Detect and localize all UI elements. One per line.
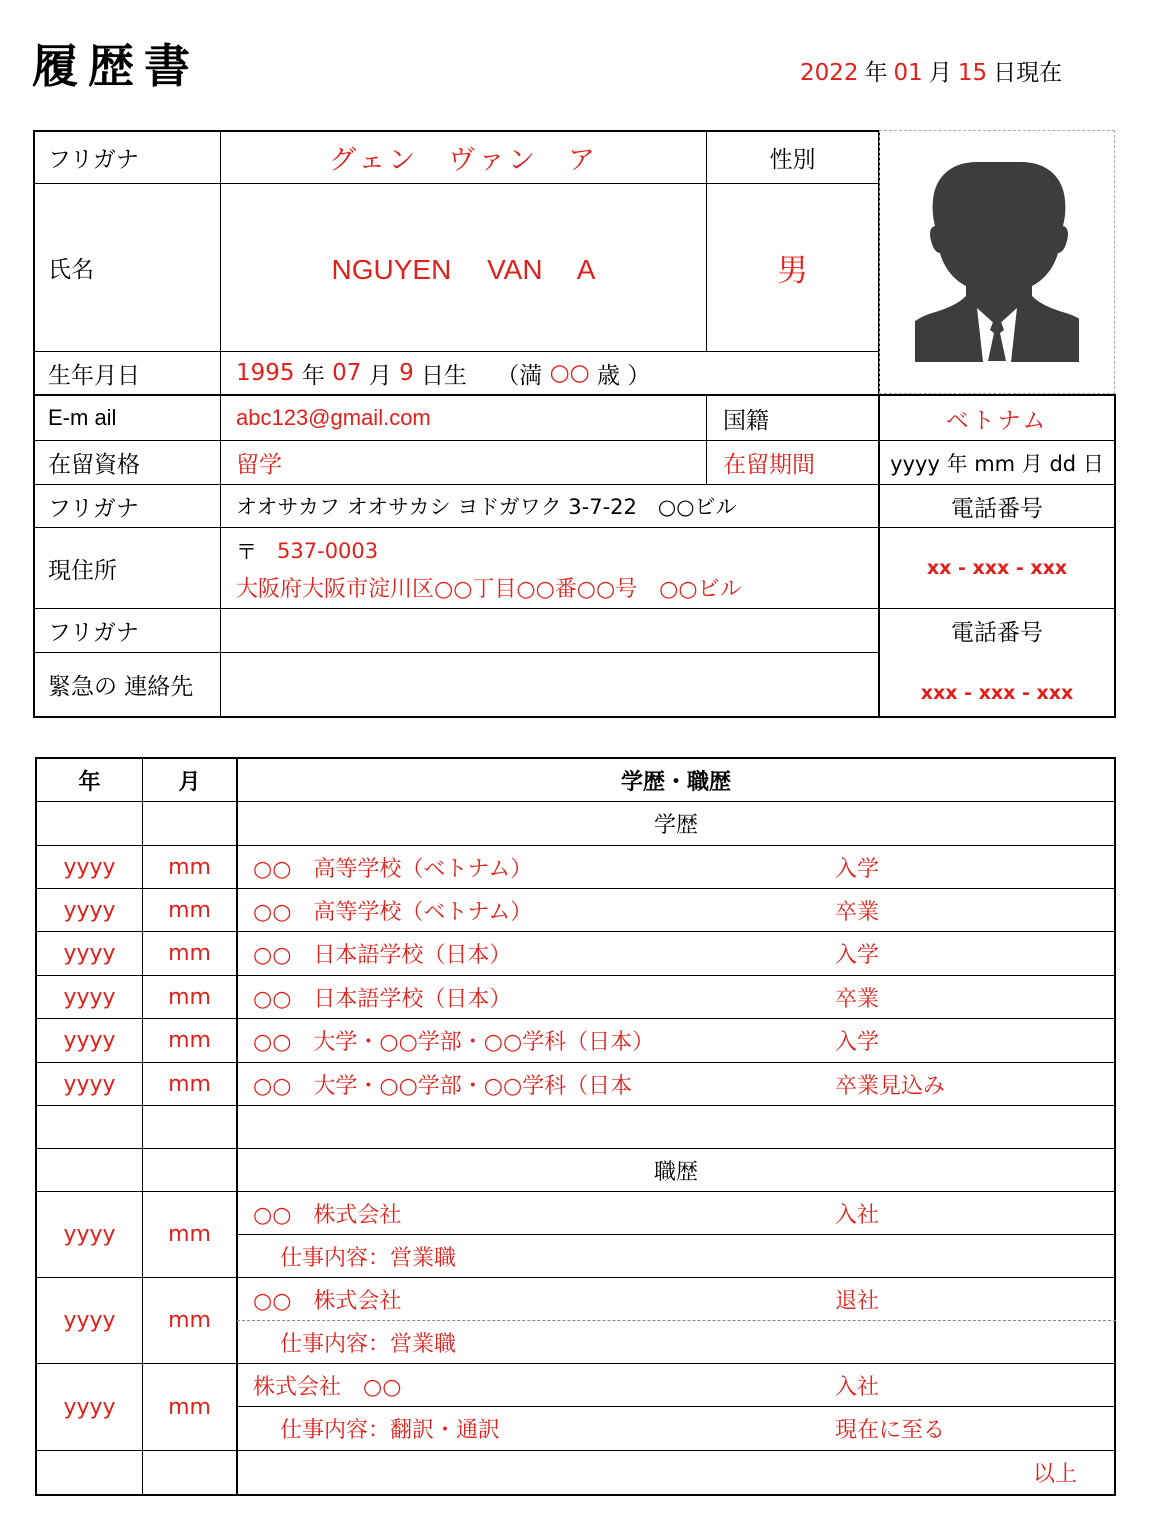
birth-day-suffix: 日生 — [421, 362, 468, 389]
address-value[interactable]: 大阪府大阪市淀川区○○丁目○○番○○号 ○○ビル — [236, 576, 742, 602]
work-company[interactable]: ○○ 株式会社 — [253, 1288, 402, 1314]
edu-month[interactable]: mm — [168, 854, 211, 880]
person-silhouette-icon — [915, 162, 1079, 362]
birth-year: 1995 — [236, 360, 295, 386]
postal-mark-icon: 〒 — [236, 540, 257, 564]
edu-status[interactable]: 入学 — [835, 856, 880, 882]
work-duty[interactable]: 仕事内容：営業職 — [280, 1245, 457, 1271]
edu-year[interactable]: yyyy — [63, 1071, 116, 1097]
postal-code: 537-0003 — [277, 539, 379, 563]
period-value[interactable]: yyyy 年 mm 月 dd 日 — [890, 451, 1104, 476]
edu-status[interactable]: 卒業見込み — [835, 1073, 946, 1099]
address-label: 現住所 — [48, 557, 117, 584]
gender-label: 性別 — [769, 147, 816, 173]
edu-month[interactable]: mm — [168, 1071, 211, 1097]
edu-detail[interactable]: ○○ 高等学校（ベトナム） — [253, 899, 533, 925]
date-suffix: 日現在 — [993, 60, 1063, 86]
col-detail: 学歴・職歴 — [620, 769, 731, 795]
gender-value[interactable]: 男 — [777, 253, 808, 289]
photo-frame[interactable] — [879, 130, 1115, 394]
email-label: E-m ail — [48, 405, 117, 430]
edu-year[interactable]: yyyy — [63, 1028, 116, 1053]
edu-detail[interactable]: ○○ 大学・○○学部・○○学科（日本 — [253, 1073, 633, 1099]
work-year[interactable]: yyyy — [63, 1308, 116, 1333]
date-day: 15 — [957, 60, 988, 86]
birth-value[interactable] — [236, 352, 650, 394]
work-heading: 職歴 — [653, 1159, 698, 1185]
date-month: 01 — [893, 60, 923, 86]
edu-status[interactable]: 入学 — [835, 1030, 880, 1055]
birth-year-unit: 年 — [301, 362, 325, 389]
edu-month[interactable]: mm — [168, 1028, 211, 1053]
edu-detail[interactable]: ○○ 大学・○○学部・○○学科（日本） — [253, 1030, 655, 1055]
edu-month[interactable]: mm — [168, 984, 211, 1010]
name-label: 氏名 — [48, 257, 94, 283]
status-label: 在留資格 — [48, 452, 140, 478]
emergency-furigana-label: フリガナ — [48, 620, 139, 646]
age-close: 歳 ） — [597, 362, 651, 389]
edu-month[interactable]: mm — [168, 941, 211, 966]
birth-day: 9 — [399, 360, 414, 386]
date-month-unit: 月 — [928, 60, 952, 86]
birth-label: 生年月日 — [48, 362, 140, 389]
nationality-value[interactable]: ベトナム — [945, 407, 1049, 434]
nationality-label: 国籍 — [723, 407, 769, 434]
birth-month-unit: 月 — [368, 362, 392, 389]
work-company[interactable]: ○○ 株式会社 — [253, 1202, 402, 1228]
address-furigana-label: フリガナ — [48, 495, 139, 522]
personal-info-table — [33, 130, 1116, 718]
edu-year[interactable]: yyyy — [63, 897, 116, 923]
edu-year[interactable]: yyyy — [63, 854, 116, 880]
work-status[interactable]: 入社 — [835, 1374, 880, 1400]
work-year[interactable]: yyyy — [63, 1222, 116, 1247]
work-month[interactable]: mm — [168, 1394, 211, 1420]
name-value[interactable]: NGUYEN VAN A — [331, 253, 596, 285]
work-month[interactable]: mm — [168, 1308, 211, 1333]
work-duty-status[interactable]: 現在に至る — [835, 1418, 946, 1443]
period-label: 在留期間 — [723, 452, 815, 478]
edu-status[interactable]: 卒業 — [835, 899, 880, 925]
status-value[interactable]: 留学 — [236, 452, 282, 478]
age-value: ○○ — [549, 360, 590, 386]
birth-month: 07 — [332, 360, 362, 386]
work-duty[interactable]: 仕事内容：営業職 — [280, 1331, 457, 1357]
emergency-phone-label: 電話番号 — [951, 620, 1043, 646]
furigana-label: フリガナ — [48, 147, 139, 173]
history-table — [35, 757, 1116, 1496]
address-furigana-value[interactable]: オオサカフ オオサカシ ヨドガワク 3-7-22 ○○ビル — [236, 495, 737, 519]
work-duty[interactable]: 仕事内容：翻訳・通訳 — [280, 1418, 501, 1443]
furigana-value[interactable]: グェン ヴァン ア — [329, 145, 598, 176]
edu-year[interactable]: yyyy — [63, 941, 116, 966]
phone-label: 電話番号 — [951, 495, 1043, 522]
postal-line[interactable] — [236, 534, 378, 568]
work-status[interactable]: 退社 — [835, 1288, 880, 1314]
date-year: 2022 — [800, 60, 859, 86]
col-month: 月 — [178, 769, 201, 795]
email-value[interactable]: abc123@gmail.com — [236, 405, 431, 430]
work-company[interactable]: 株式会社 ○○ — [253, 1374, 402, 1400]
work-status[interactable]: 入社 — [835, 1202, 880, 1228]
education-heading: 学歴 — [653, 813, 698, 838]
date-year-unit: 年 — [864, 60, 888, 86]
work-year[interactable]: yyyy — [63, 1394, 116, 1420]
edu-detail[interactable]: ○○ 高等学校（ベトナム） — [253, 856, 533, 882]
phone-value[interactable]: xx - xxx - xxx — [926, 557, 1068, 579]
age-open: （満 — [496, 362, 543, 389]
emergency-phone-value[interactable]: xxx - xxx - xxx — [920, 682, 1074, 704]
edu-month[interactable]: mm — [168, 897, 211, 923]
work-month[interactable]: mm — [168, 1222, 211, 1247]
col-year: 年 — [78, 769, 101, 795]
edu-detail[interactable]: ○○ 日本語学校（日本） — [253, 986, 512, 1012]
emergency-label: 緊急の 連絡先 — [48, 674, 194, 700]
edu-status[interactable]: 入学 — [835, 943, 880, 968]
edu-year[interactable]: yyyy — [63, 984, 116, 1010]
document-date — [800, 54, 1068, 87]
edu-detail[interactable]: ○○ 日本語学校（日本） — [253, 943, 512, 968]
document-title: 履歴書 — [32, 39, 200, 93]
closing-text: 以上 — [1033, 1462, 1078, 1487]
edu-status[interactable]: 卒業 — [835, 986, 880, 1012]
